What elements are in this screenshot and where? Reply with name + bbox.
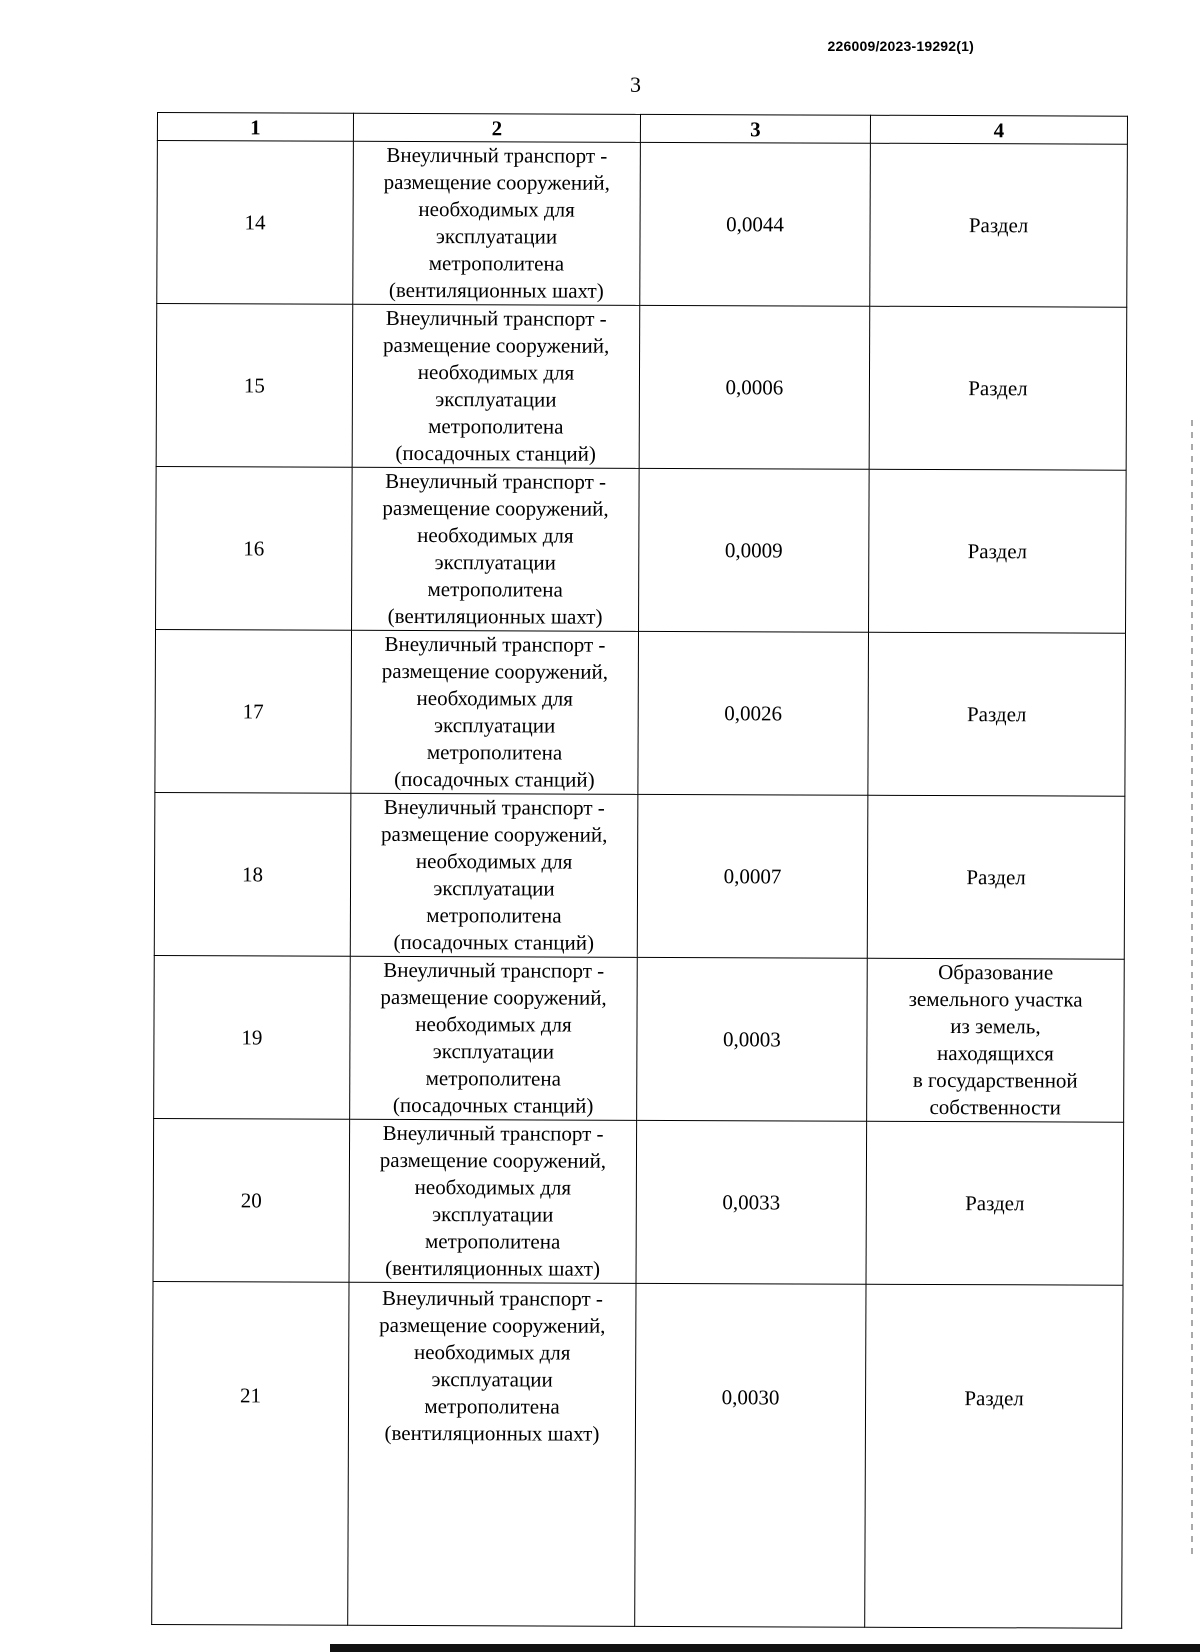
permitted-use-line: размещение сооружений, (380, 984, 607, 1010)
formation-method-cell (866, 1121, 1124, 1285)
formation-method-cell (865, 1284, 1123, 1628)
header-row (157, 113, 1127, 145)
permitted-use-line: метрополитена (424, 1394, 560, 1419)
table-row (154, 792, 1125, 959)
formation-method-cell (870, 143, 1128, 307)
permitted-use-cell (351, 630, 639, 794)
permitted-use-line: эксплуатации (435, 387, 557, 412)
permitted-use-line: эксплуатации (433, 876, 555, 901)
permitted-use-line: размещение сооружений, (382, 332, 610, 358)
formation-method-cell (868, 632, 1126, 796)
formation-method-line: Раздел (965, 1190, 1025, 1215)
permitted-use-line: эксплуатации (432, 1039, 555, 1064)
permitted-use-cell (352, 467, 640, 631)
column-header: 3 (640, 114, 870, 143)
area-cell: 0,0009 (639, 468, 870, 632)
permitted-use-line: эксплуатации (432, 1202, 554, 1227)
permitted-use-line: Внеуличный транспорт - (381, 1285, 603, 1311)
row-number-cell: 14 (157, 141, 354, 305)
formation-method-line: земельного участка (908, 986, 1083, 1012)
formation-method-line: из земель, (950, 1014, 1041, 1039)
table-row (156, 304, 1127, 471)
permitted-use-line: эксплуатации (434, 550, 556, 575)
permitted-use-line: (вентиляционных шахт) (385, 1255, 601, 1281)
formation-method-line: Раздел (968, 212, 1029, 237)
permitted-use-line: (вентиляционных шахт) (384, 1420, 600, 1446)
permitted-use-line: метрополитена (428, 251, 565, 276)
permitted-use-line: размещение сооружений, (383, 169, 610, 195)
permitted-use-line: метрополитена (428, 414, 564, 439)
formation-method-cell (867, 795, 1125, 959)
area-cell: 0,0033 (636, 1120, 867, 1284)
permitted-use-line: необходимых для (413, 1339, 571, 1365)
table-row (152, 1281, 1123, 1628)
area-cell: 0,0007 (637, 794, 868, 958)
permitted-use-line: (вентиляционных шахт) (387, 603, 603, 629)
formation-method-line: Раздел (966, 701, 1027, 726)
row-number-cell: 20 (153, 1118, 350, 1282)
land-plots-table (151, 112, 1128, 1629)
permitted-use-cell (350, 793, 638, 957)
row-number-cell: 19 (154, 955, 351, 1119)
permitted-use-line: (посадочных станций) (392, 1092, 594, 1118)
permitted-use-line: эксплуатации (431, 1367, 553, 1392)
permitted-use-line: Внеуличный транспорт - (386, 142, 608, 168)
area-cell: 0,0030 (635, 1283, 866, 1627)
formation-method-line: находящихся (936, 1041, 1054, 1066)
permitted-use-line: необходимых для (416, 686, 574, 711)
permitted-use-cell (348, 1282, 636, 1626)
formation-method-line: Раздел (964, 1386, 1024, 1411)
permitted-use-line: эксплуатации (433, 713, 556, 738)
permitted-use-line: Внеуличный транспорт - (383, 957, 605, 983)
permitted-use-line: метрополитена (426, 903, 562, 928)
area-cell: 0,0006 (639, 305, 870, 469)
page-number: 3 (630, 72, 641, 97)
permitted-use-line: необходимых для (418, 197, 575, 222)
permitted-use-cell (350, 956, 638, 1120)
permitted-use-line: (посадочных станций) (393, 929, 595, 955)
formation-method-line: Раздел (968, 375, 1028, 400)
scan-edge-marks (1191, 420, 1193, 1560)
permitted-use-line: Внеуличный транспорт - (382, 1120, 604, 1146)
permitted-use-line: Внеуличный транспорт - (383, 794, 605, 820)
permitted-use-line: (посадочных станций) (395, 440, 596, 466)
permitted-use-cell (352, 304, 640, 468)
permitted-use-cell (349, 1119, 637, 1283)
formation-method-cell (867, 958, 1125, 1122)
column-header: 2 (353, 113, 640, 142)
permitted-use-line: метрополитена (427, 577, 563, 602)
row-number-cell: 16 (156, 466, 353, 630)
table-row (157, 141, 1128, 308)
column-header: 1 (157, 113, 353, 142)
column-header: 4 (870, 115, 1127, 144)
permitted-use-line: метрополитена (425, 1066, 561, 1091)
formation-method-cell (869, 306, 1127, 470)
permitted-use-line: размещение сооружений, (379, 1147, 607, 1173)
formation-method-line: в государственной (912, 1067, 1078, 1093)
row-number-cell: 15 (156, 304, 353, 468)
permitted-use-line: (посадочных станций) (394, 766, 595, 792)
area-cell: 0,0003 (637, 957, 868, 1121)
table-row (155, 629, 1126, 796)
document-id: 226009/2023-19292(1) (827, 38, 974, 54)
permitted-use-cell (353, 141, 641, 305)
area-cell: 0,0044 (640, 142, 871, 306)
permitted-use-line: метрополитена (424, 1229, 561, 1254)
area-cell: 0,0026 (638, 631, 869, 795)
table-row (154, 955, 1125, 1122)
table-row (153, 1118, 1124, 1285)
formation-method-line: Образование (938, 960, 1054, 985)
permitted-use-line: необходимых для (414, 1174, 572, 1200)
permitted-use-line: необходимых для (417, 523, 574, 548)
permitted-use-line: Внеуличный транспорт - (385, 305, 607, 331)
permitted-use-line: необходимых для (417, 360, 575, 385)
formation-method-line: Раздел (966, 864, 1026, 889)
formation-method-cell (869, 469, 1127, 633)
formation-method-line: собственности (929, 1094, 1061, 1120)
permitted-use-line: Внеуличный транспорт - (384, 631, 606, 657)
row-number-cell: 21 (152, 1281, 349, 1625)
permitted-use-line: (вентиляционных шахт) (388, 277, 604, 303)
permitted-use-line: размещение сооружений, (382, 495, 609, 521)
permitted-use-line: размещение сооружений, (379, 1312, 606, 1338)
scan-bottom-edge (330, 1644, 1200, 1652)
permitted-use-line: необходимых для (415, 1011, 572, 1037)
formation-method-line: Раздел (967, 538, 1028, 563)
row-number-cell: 18 (154, 792, 351, 956)
permitted-use-line: размещение сооружений, (381, 658, 609, 684)
row-number-cell: 17 (155, 629, 352, 793)
permitted-use-line: размещение сооружений, (381, 821, 608, 847)
permitted-use-line: метрополитена (426, 740, 563, 765)
table-row (156, 466, 1127, 633)
permitted-use-line: эксплуатации (435, 224, 558, 249)
permitted-use-line: Внеуличный транспорт - (385, 468, 607, 494)
permitted-use-line: необходимых для (415, 848, 573, 874)
